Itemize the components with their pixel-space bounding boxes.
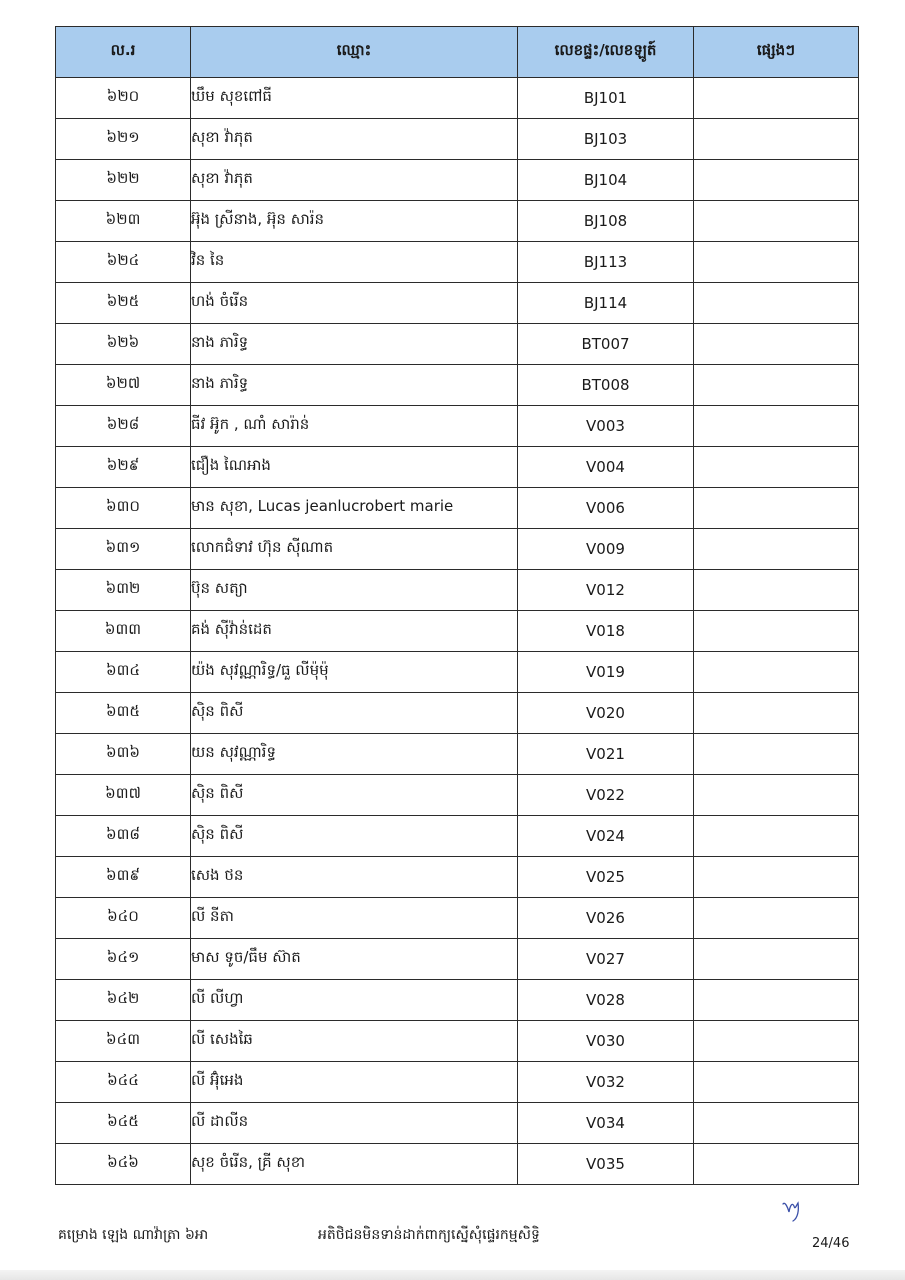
row-number: ៦៤០ — [56, 898, 191, 939]
row-name: ធីវ អ៊ូក , ណាំ សារ៉ាន់ — [191, 406, 518, 447]
row-other — [694, 734, 859, 775]
page-number: 24/46 — [812, 1236, 850, 1251]
row-other — [694, 201, 859, 242]
row-number: ៦៣៥ — [56, 693, 191, 734]
row-other — [694, 1062, 859, 1103]
row-other — [694, 652, 859, 693]
row-other — [694, 242, 859, 283]
table-row — [56, 980, 859, 1021]
row-number: ៦២១ — [56, 119, 191, 160]
row-number: ៦២៧ — [56, 365, 191, 406]
row-house-lot-number: V009 — [518, 529, 694, 570]
row-house-lot-number: BJ104 — [518, 160, 694, 201]
row-number: ៦៤១ — [56, 939, 191, 980]
row-other — [694, 529, 859, 570]
row-number: ៦២៦ — [56, 324, 191, 365]
row-house-lot-number: V025 — [518, 857, 694, 898]
row-other — [694, 119, 859, 160]
row-other — [694, 1103, 859, 1144]
table-row — [56, 734, 859, 775]
row-house-lot-number: BJ101 — [518, 78, 694, 119]
table-row — [56, 857, 859, 898]
row-name: ស៊ិន ពិសី — [191, 775, 518, 816]
table-row — [56, 447, 859, 488]
row-number: ៦៤៣ — [56, 1021, 191, 1062]
row-house-lot-number: V020 — [518, 693, 694, 734]
row-number: ៦៣២ — [56, 570, 191, 611]
row-name: មាស ទូច/ធឹម ស៊ាត — [191, 939, 518, 980]
table-row — [56, 611, 859, 652]
header-house-lot-number: លេខផ្ទះ/លេខឡូត៍ — [518, 27, 694, 78]
row-number: ៦២៥ — [56, 283, 191, 324]
row-name: ស៊ិន ពិសី — [191, 693, 518, 734]
table-row — [56, 1103, 859, 1144]
row-name: នាង ភារិទ្ធ — [191, 365, 518, 406]
row-house-lot-number: V004 — [518, 447, 694, 488]
row-house-lot-number: V022 — [518, 775, 694, 816]
row-house-lot-number: BJ114 — [518, 283, 694, 324]
row-number: ៦៣៦ — [56, 734, 191, 775]
table-row — [56, 1062, 859, 1103]
row-other — [694, 406, 859, 447]
row-house-lot-number: V003 — [518, 406, 694, 447]
row-house-lot-number: BT008 — [518, 365, 694, 406]
row-name: លី លីហ្វា — [191, 980, 518, 1021]
row-name: យន សុវណ្ណារិទ្ធ — [191, 734, 518, 775]
row-name: លី អ៊ុំអេង — [191, 1062, 518, 1103]
footer-document-title: អតិថិជនមិនទាន់ដាក់ពាក្យស្នើសុំផ្ទេរកម្មសិទ្ធិ — [318, 1227, 540, 1243]
row-house-lot-number: V035 — [518, 1144, 694, 1185]
row-house-lot-number: BT007 — [518, 324, 694, 365]
row-name: លី នីតា — [191, 898, 518, 939]
row-name: សុខ ចំរើន, គ្រី សុខា — [191, 1144, 518, 1185]
row-name: លោកជំទាវ ហ៊ុន ស៊ីណាត — [191, 529, 518, 570]
table-row — [56, 119, 859, 160]
row-house-lot-number: V027 — [518, 939, 694, 980]
header-name: ឈ្មោះ — [191, 27, 518, 78]
table-row — [56, 898, 859, 939]
table-row — [56, 570, 859, 611]
row-name: គង់ ស៊ីវ៉ាន់ដេត — [191, 611, 518, 652]
row-number: ៦៣៩ — [56, 857, 191, 898]
row-other — [694, 488, 859, 529]
row-name: សេង ថន — [191, 857, 518, 898]
row-house-lot-number: V012 — [518, 570, 694, 611]
row-other — [694, 570, 859, 611]
row-number: ៦៤២ — [56, 980, 191, 1021]
row-house-lot-number: V006 — [518, 488, 694, 529]
row-number: ៦៤៦ — [56, 1144, 191, 1185]
row-other — [694, 447, 859, 488]
row-house-lot-number: BJ103 — [518, 119, 694, 160]
table-body — [56, 78, 859, 1185]
table-row — [56, 775, 859, 816]
row-other — [694, 775, 859, 816]
row-house-lot-number: V028 — [518, 980, 694, 1021]
row-house-lot-number: V026 — [518, 898, 694, 939]
row-name: សុខា វ៉ាភុត — [191, 119, 518, 160]
footer-project-name: គម្រោង ឡេង ណាវ៉ាត្រា ៦អា — [58, 1227, 209, 1243]
row-name: លី ដាលីន — [191, 1103, 518, 1144]
table-row — [56, 488, 859, 529]
page-bottom-edge — [0, 1270, 905, 1280]
row-other — [694, 693, 859, 734]
row-number: ៦៣៨ — [56, 816, 191, 857]
row-other — [694, 78, 859, 119]
row-name: សុខា វ៉ាភុត — [191, 160, 518, 201]
table-row — [56, 201, 859, 242]
row-name: លី សេងឆៃ — [191, 1021, 518, 1062]
header-other: ផ្សេងៗ — [694, 27, 859, 78]
row-other — [694, 857, 859, 898]
table-row — [56, 1021, 859, 1062]
row-other — [694, 898, 859, 939]
row-number: ៦២០ — [56, 78, 191, 119]
row-number: ៦៣០ — [56, 488, 191, 529]
row-number: ៦៣៣ — [56, 611, 191, 652]
row-house-lot-number: V032 — [518, 1062, 694, 1103]
row-other — [694, 1021, 859, 1062]
row-other — [694, 939, 859, 980]
row-number: ៦២៤ — [56, 242, 191, 283]
row-name: មាន សុខា, Lucas jeanlucrobert marie — [191, 488, 518, 529]
table-row — [56, 1144, 859, 1185]
table-row — [56, 816, 859, 857]
row-other — [694, 980, 859, 1021]
row-house-lot-number: V019 — [518, 652, 694, 693]
row-other — [694, 160, 859, 201]
row-number: ៦២៨ — [56, 406, 191, 447]
row-house-lot-number: BJ108 — [518, 201, 694, 242]
table-row — [56, 242, 859, 283]
row-number: ៦២២ — [56, 160, 191, 201]
row-house-lot-number: V024 — [518, 816, 694, 857]
row-name: យ៉ង សុវណ្ណារិទ្ធ/ធួ លីម៉ុម៉ុ — [191, 652, 518, 693]
table-row — [56, 283, 859, 324]
table-row — [56, 78, 859, 119]
row-name: អ៊ុង ស្រីនាង, អ៊ុន សារ៉ន — [191, 201, 518, 242]
row-house-lot-number: V034 — [518, 1103, 694, 1144]
row-other — [694, 324, 859, 365]
row-other — [694, 1144, 859, 1185]
row-name: ស៊ិន ពិសី — [191, 816, 518, 857]
row-number: ៦៣៤ — [56, 652, 191, 693]
row-house-lot-number: V018 — [518, 611, 694, 652]
row-house-lot-number: V030 — [518, 1021, 694, 1062]
row-name: ហង់ ចំរើន — [191, 283, 518, 324]
row-number: ៦៤៤ — [56, 1062, 191, 1103]
row-house-lot-number: V021 — [518, 734, 694, 775]
table-row — [56, 406, 859, 447]
row-number: ៦៤៥ — [56, 1103, 191, 1144]
table-row — [56, 939, 859, 980]
header-number: ល.រ — [56, 27, 191, 78]
table-row — [56, 529, 859, 570]
table-row — [56, 693, 859, 734]
row-number: ៦៣៧ — [56, 775, 191, 816]
row-other — [694, 816, 859, 857]
handwritten-initials — [780, 1198, 804, 1224]
row-name: ប៊ុន សត្យា — [191, 570, 518, 611]
row-number: ៦២៣ — [56, 201, 191, 242]
row-name: ឃឹម សុខពៅធី — [191, 78, 518, 119]
row-number: ៦៣១ — [56, 529, 191, 570]
row-other — [694, 365, 859, 406]
row-number: ៦២៩ — [56, 447, 191, 488]
row-other — [694, 611, 859, 652]
row-name: ជឿង ណៃអាង — [191, 447, 518, 488]
row-other — [694, 283, 859, 324]
row-name: វិន នៃ — [191, 242, 518, 283]
table-row — [56, 652, 859, 693]
table-row — [56, 160, 859, 201]
row-house-lot-number: BJ113 — [518, 242, 694, 283]
row-name: នាង ភារិទ្ធ — [191, 324, 518, 365]
table-row — [56, 365, 859, 406]
table-row — [56, 324, 859, 365]
register-table — [55, 26, 859, 1185]
table-header-row — [56, 27, 859, 78]
